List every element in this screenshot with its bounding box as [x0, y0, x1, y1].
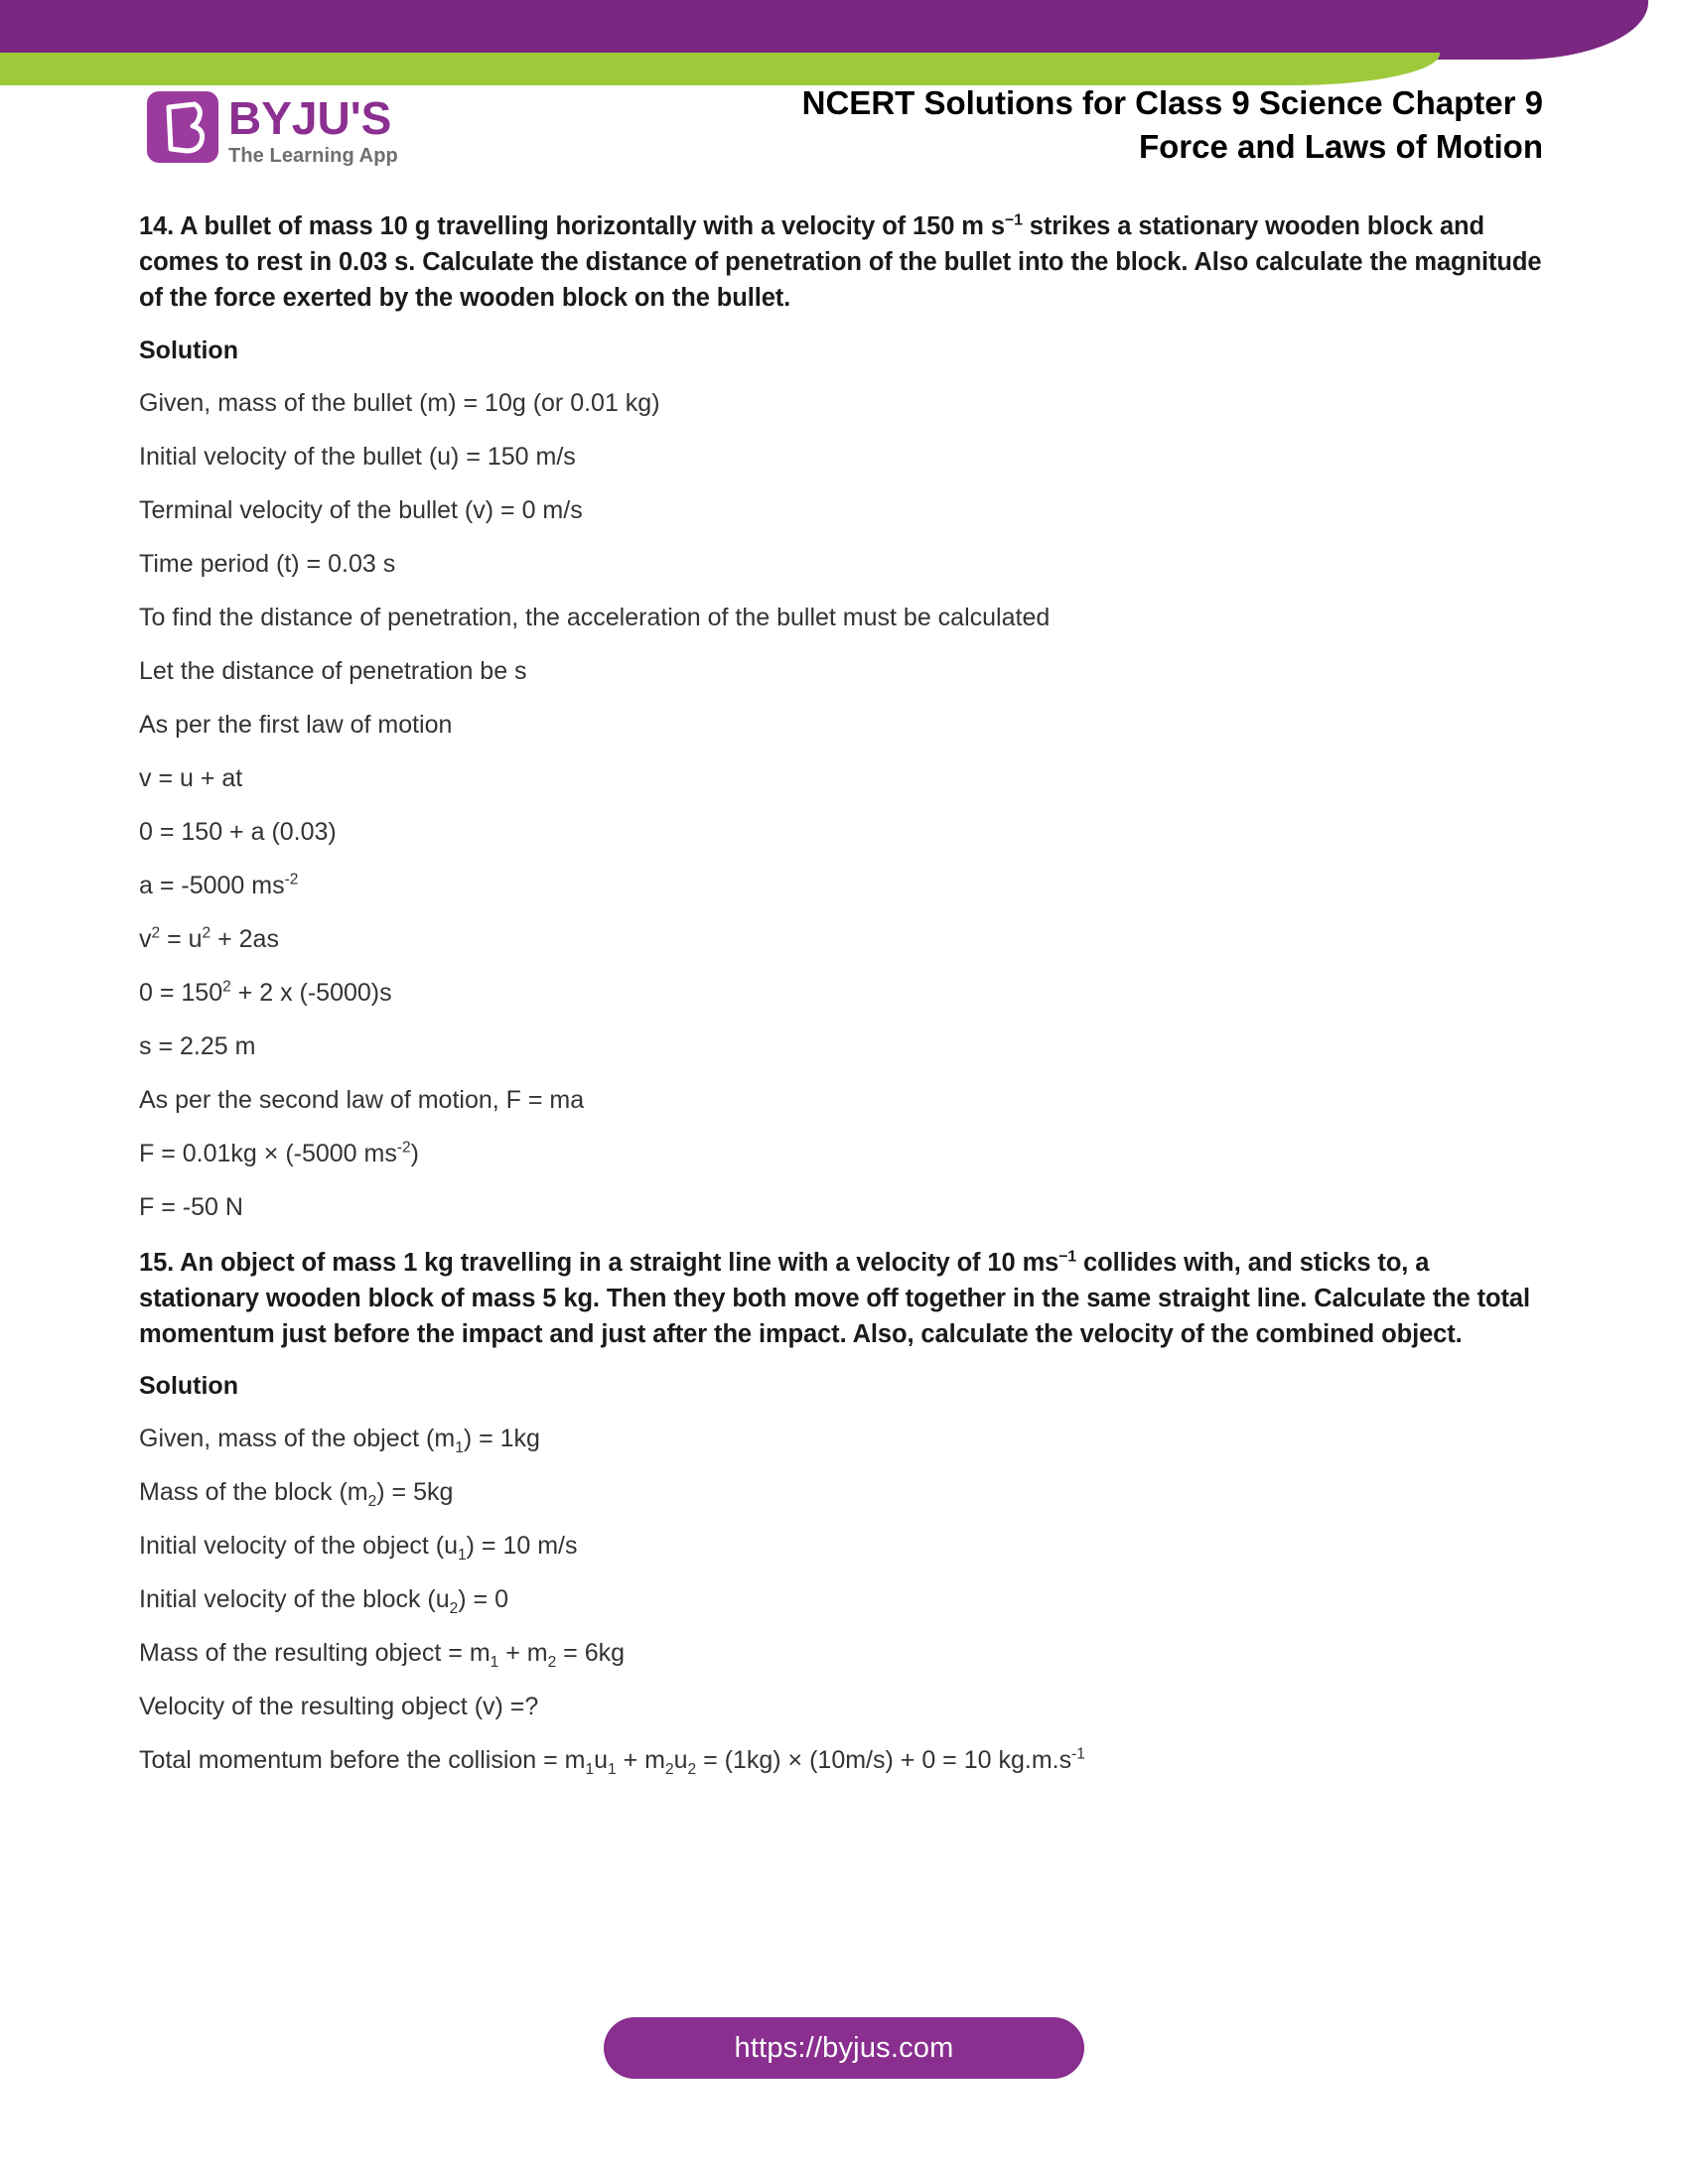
- question-14-solution-heading: Solution: [139, 336, 238, 364]
- solution-line: Initial velocity of the bullet (u) = 150 m/s: [139, 442, 576, 471]
- question-14-text: 14. A bullet of mass 10 g travelling horizontally with a velocity of 150 m $s^{-1}$ strikes a stationary wooden block and comes to rest in 0.03 s. Calculate the distance of penetration of the bullet into the block. Also calculate the magnitude of the force exerted by the wooden block on the bullet.: [139, 211, 1542, 313]
- question-15-solution-lines: [139, 1423, 1549, 1779]
- document-content: [139, 208, 1549, 1798]
- solution-line: Given, mass of the bullet (m) = 10g (or 0.01 kg): [139, 388, 660, 417]
- byjus-tagline: The Learning App: [228, 145, 398, 167]
- header-decoration: [0, 0, 1688, 91]
- page-title-line-2: Force and Laws of Motion: [1138, 127, 1543, 165]
- byjus-url-button[interactable]: https://byjus.com: [604, 2017, 1084, 2079]
- header-band-purple-inner: [0, 0, 1569, 53]
- page-title-line-1: NCERT Solutions for Class 9 Science Chapter 9: [801, 84, 1543, 121]
- solution-line: v = u + at: [139, 763, 243, 792]
- solution-line: $0 = 150^2 + 2$ x (-5000)s: [139, 978, 392, 1007]
- solution-line: Terminal velocity of the bullet (v) = 0 m/s: [139, 495, 583, 524]
- question-15-text: 15. An object of mass 1 kg travelling in a straight line with a velocity of 10 $ms^{-1}$ collides with, and sticks to, a stationary wooden block of mass 5 kg. Then they both move off together in the same straight line. Calculate the total momentum just before the impact and just after the impact. Also, calculate the velocity of the combined object.: [139, 1248, 1530, 1349]
- byjus-logo[interactable]: [147, 91, 398, 168]
- solution-line: Initial velocity of the block $(u_2) = 0$: [139, 1585, 509, 1618]
- solution-line: 0 = 150 + a (0.03): [139, 817, 337, 846]
- solution-line: To find the distance of penetration, the acceleration of the bullet must be calculated: [139, 603, 1051, 631]
- byjus-wordmark: BYJU'S: [228, 92, 392, 144]
- solution-line: Total momentum before the collision = $m_1u_1 + m_2u_2 = (1kg) \times (10m/s) + 0 = 10$ $kg.m.s^{-1}$: [139, 1745, 1085, 1779]
- solution-line: As per the first law of motion: [139, 710, 453, 739]
- page-title: [802, 81, 1543, 168]
- solution-line: Initial velocity of the object $(u_1) = 10$ m/s: [139, 1532, 578, 1565]
- solution-line: $v^2 = u^2 + 2as$: [139, 924, 279, 953]
- solution-line: Mass of the resulting object = $m_1 + m_2 = 6kg$: [139, 1639, 626, 1672]
- solution-line: s = 2.25 m: [139, 1031, 256, 1060]
- solution-line: F = 0.01kg × (-5000 $ms^{-2}$): [139, 1139, 419, 1167]
- solution-line: Time period (t) = 0.03 s: [139, 549, 396, 578]
- solution-line: Given, mass of the object $(m_1) = 1kg$: [139, 1425, 540, 1457]
- solution-line: Let the distance of penetration be s: [139, 656, 527, 685]
- solution-line: Velocity of the resulting object (v) =?: [139, 1693, 539, 1721]
- solution-line: a = -5000 $ms^{-2}$: [139, 871, 299, 899]
- solution-line: As per the second law of motion, F = ma: [139, 1085, 585, 1114]
- solution-line: F = -50 N: [139, 1192, 243, 1221]
- question-15-solution-heading: Solution: [139, 1372, 238, 1401]
- question-14-solution-lines: [139, 387, 1549, 1223]
- solution-line: Mass of the block $(m_2) = 5kg$: [139, 1478, 454, 1511]
- byjus-b-mark-icon: [147, 91, 218, 163]
